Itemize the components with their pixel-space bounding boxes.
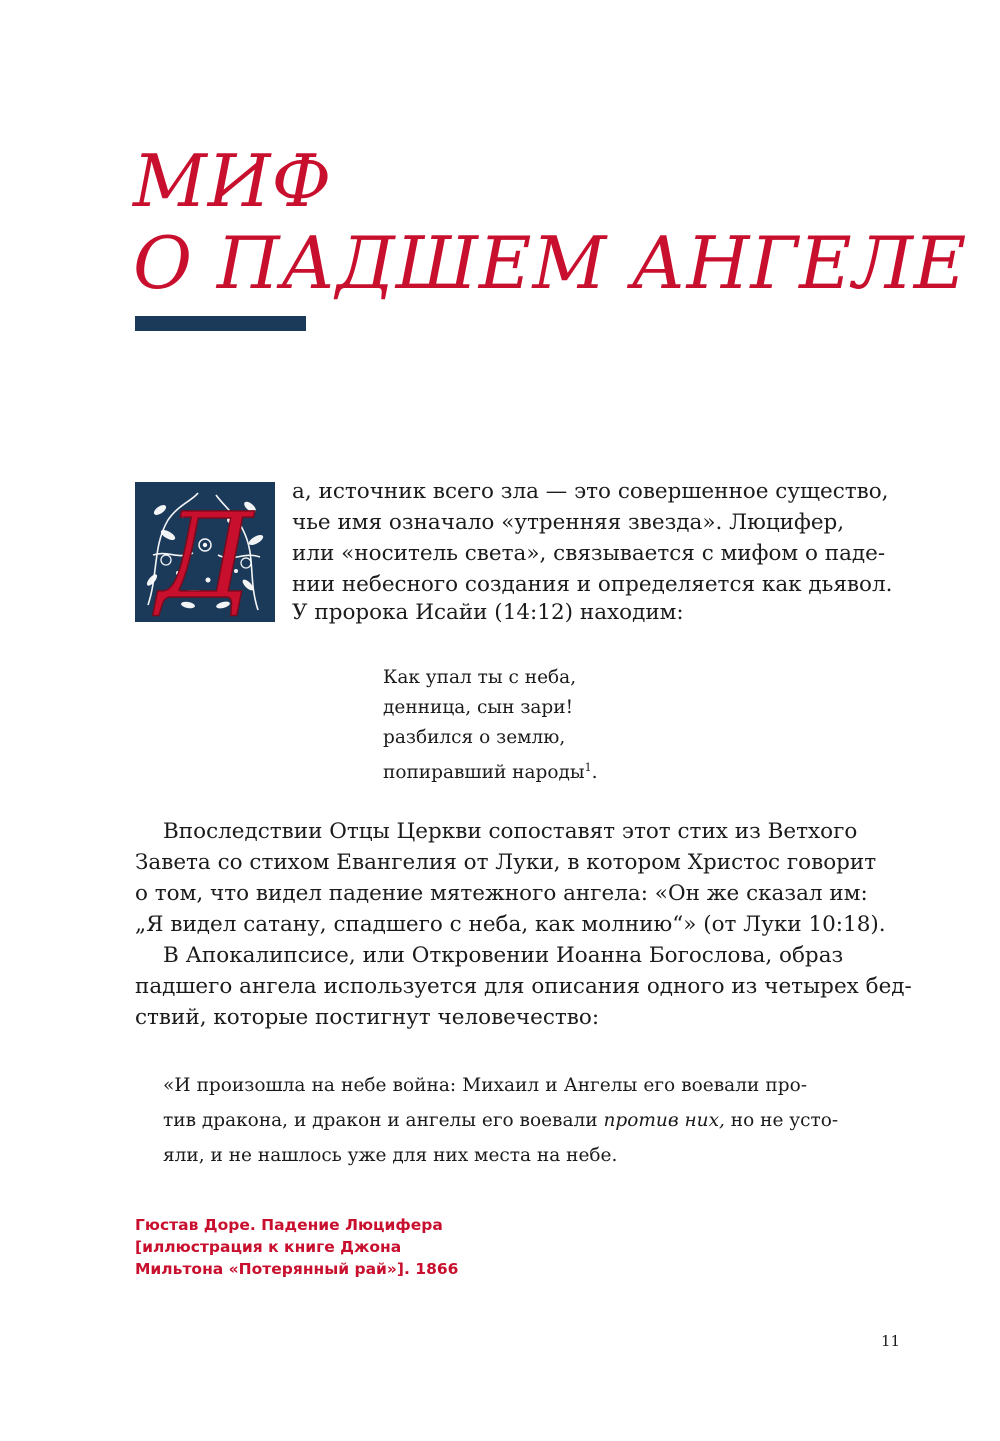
chapter-title-line-2: О ПАДШЕМ АНГЕЛЕ: [133, 221, 968, 305]
verse-line: денница, сын зари!: [383, 697, 574, 718]
chapter-title: [133, 139, 968, 305]
body-line: о том, что видел падение мятежного ангела: «Он же сказал им:: [135, 881, 868, 906]
body-line: Завета со стихом Евангелия от Луки, в котором Христос говорит: [135, 850, 877, 875]
intro-line-last: У пророка Исайи (14:12) находим:: [292, 600, 684, 625]
body-paragraph-1: [135, 816, 886, 940]
intro-line: нии небесного создания и определяется как дьявол.: [292, 572, 893, 597]
page-number: 11: [881, 1332, 901, 1350]
floral-ornament-icon: [138, 485, 272, 619]
body-line: падшего ангела используется для описания одного из четырех бед-: [135, 974, 912, 999]
intro-line: а, источник всего зла — это совершенное существо,: [292, 479, 889, 504]
body-line: ствий, которые постигнут человечество:: [135, 1005, 600, 1030]
title-underline-bar: [135, 316, 306, 331]
verse-line-text: попиравший народы: [383, 762, 585, 784]
footnote-marker[interactable]: 1: [584, 761, 592, 774]
verse-line: разбился о землю,: [383, 727, 566, 748]
caption-line: [иллюстрация к книге Джона: [135, 1238, 402, 1256]
revelation-quote: [163, 1068, 839, 1173]
drop-cap-letter: Д: [157, 487, 253, 619]
intro-line: или «носитель света», связывается с мифом о паде-: [292, 541, 886, 566]
quote-line: «И произошла на небе война: Михаил и Ангелы его воевали про-: [163, 1075, 807, 1096]
illustration-caption: [135, 1214, 458, 1280]
verse-line-last: [383, 753, 598, 788]
intro-paragraph: [292, 476, 893, 600]
quote-line: яли, и не нашлось уже для них места на небе.: [163, 1145, 618, 1166]
verse-line-end: .: [591, 762, 598, 784]
quote-line: [163, 1103, 839, 1138]
caption-line: Мильтона «Потерянный рай»]. 1866: [135, 1260, 459, 1278]
body-line: „Я видел сатану, спадшего с неба, как молнию“» (от Луки 10:18).: [135, 912, 886, 937]
body-line: Впоследствии Отцы Церкви сопоставят этот стих из Ветхого: [163, 819, 858, 844]
body-paragraph-2: [135, 940, 912, 1033]
caption-line: Гюстав Доре. Падение Люцифера: [135, 1216, 443, 1234]
chapter-title-line-1: МИФ: [133, 139, 333, 223]
isaiah-verse: [383, 663, 598, 788]
intro-line: чье имя означало «утренняя звезда». Люцифер,: [292, 510, 845, 535]
quote-italic-text: против них,: [603, 1110, 725, 1131]
body-line: В Апокалипсисе, или Откровении Иоанна Богослова, образ: [163, 943, 844, 968]
verse-line: Как упал ты с неба,: [383, 667, 577, 688]
quote-text: тив дракона, и дракон и ангелы его воевали: [163, 1110, 604, 1131]
quote-text: но не усто-: [724, 1110, 839, 1131]
drop-cap: [135, 482, 275, 622]
